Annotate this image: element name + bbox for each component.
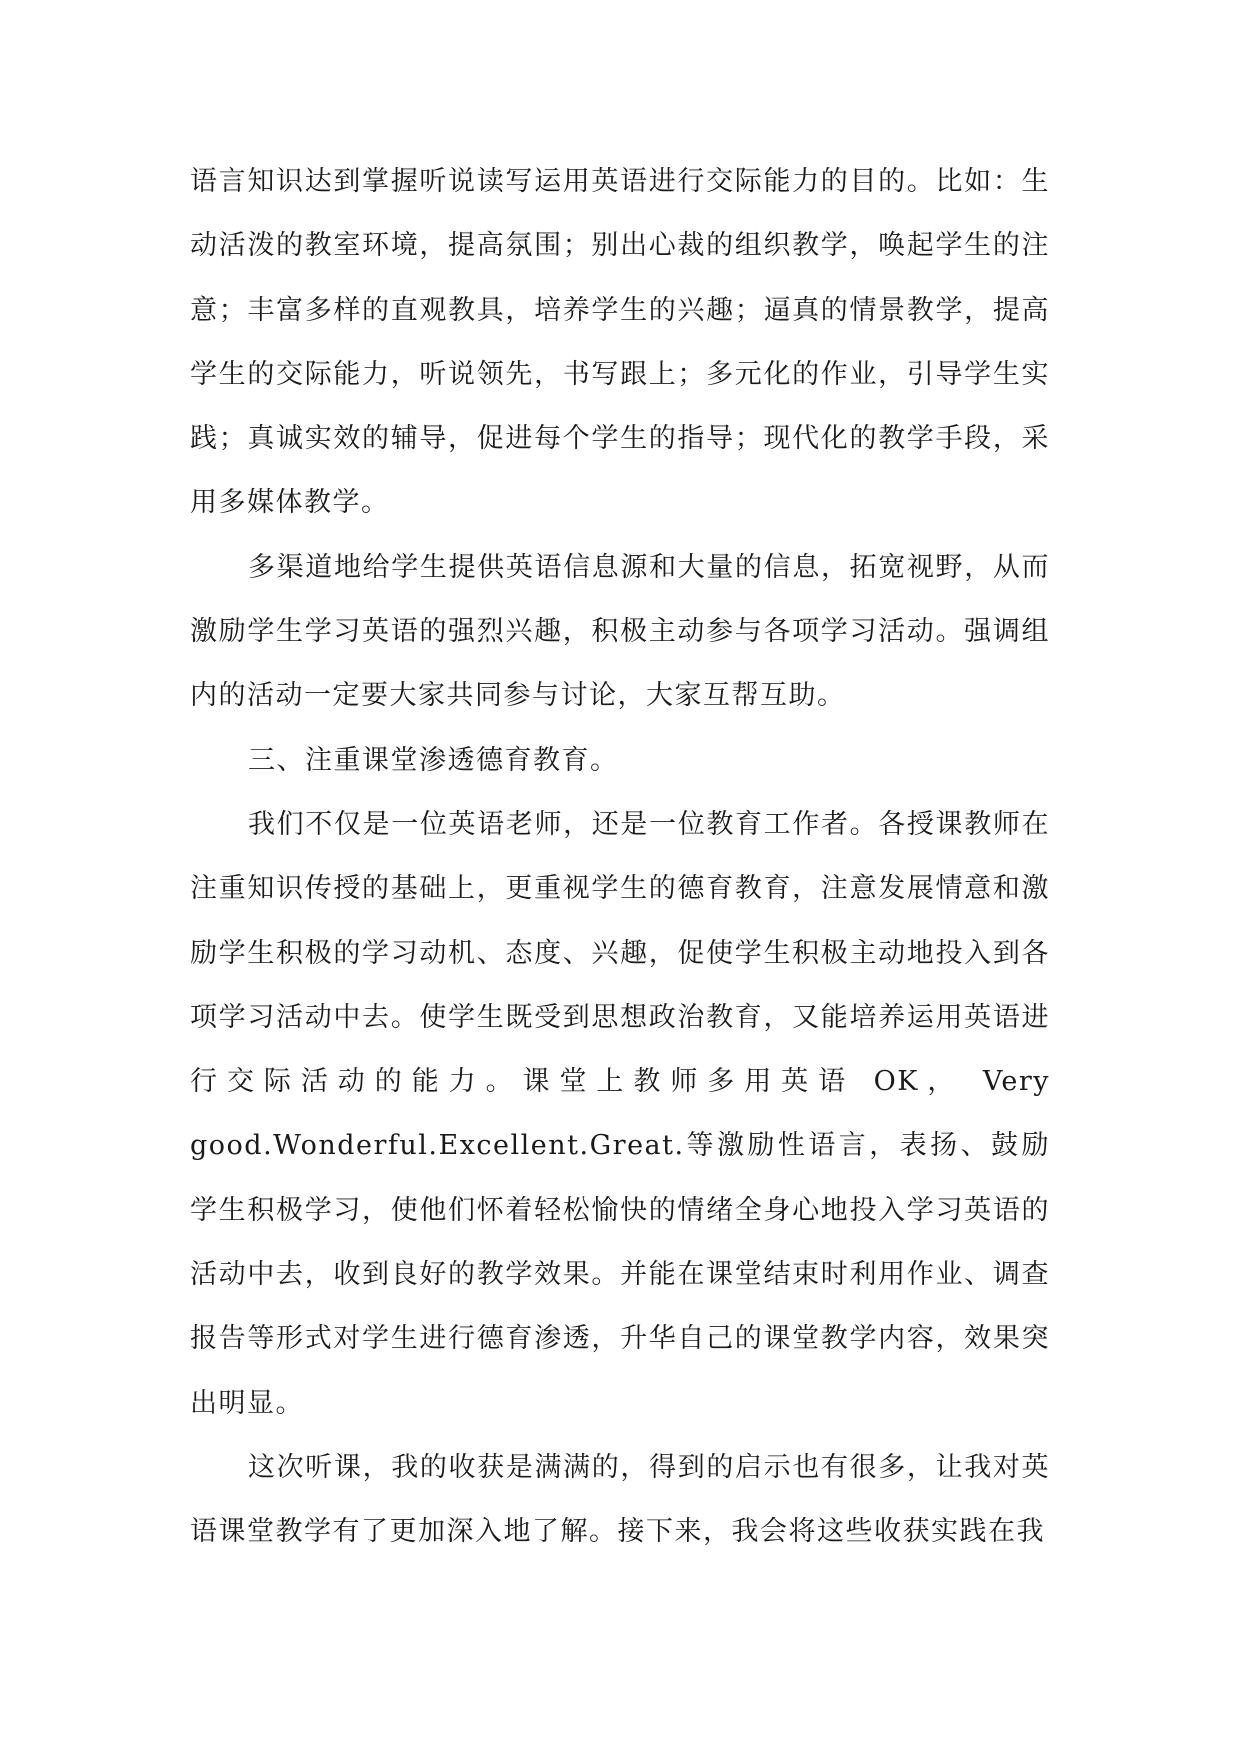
paragraph-4: 这次听课，我的收获是满满的，得到的启示也有很多，让我对英语课堂教学有了更加深入地了解。接下来，我会将这些收获实践在我 xyxy=(190,1451,1050,1548)
paragraph-3: 我们不仅是一位英语老师，还是一位教育工作者。各授课教师在注重知识传授的基础上，更重视学生的德育教育，注意发展情意和激励学生积极的学习动机、态度、兴趣，促使学生积极主动地投入到各项学习活动中去。使学生既受到思想政治教育，又能培养运用英语进行交际活动的能力。课堂上教师多用英语 OK， Very good.Wonderful.Excellent.Great.等激励性语言，表扬、鼓励学生积极学习，使他们怀着轻松愉快的情绪全身心地投入学习英语的活动中去，收到良好的教学效果。并能在课堂结束时利用作业、调查报告等形式对学生进行德育渗透，升华自己的课堂教学内容，效果突出明显。 xyxy=(190,808,1050,1419)
paragraph-1: 语言知识达到掌握听说读写运用英语进行交际能力的目的。比如：生动活泼的教室环境，提高氛围；别出心裁的组织教学，唤起学生的注意；丰富多样的直观教具，培养学生的兴趣；逼真的情景教学，提高学生的交际能力，听说领先，书写跟上；多元化的作业，引导学生实践；真诚实效的辅导，促进每个学生的指导；现代化的教学手段，采用多媒体教学。 xyxy=(190,166,1050,519)
section-heading: 三、注重课堂渗透德育教育。 xyxy=(248,744,619,776)
paragraph-2: 多渠道地给学生提供英语信息源和大量的信息，拓宽视野，从而激励学生学习英语的强烈兴趣，积极主动参与各项学习活动。强调组内的活动一定要大家共同参与讨论，大家互帮互助。 xyxy=(190,551,1050,712)
document-body xyxy=(190,150,1050,1565)
